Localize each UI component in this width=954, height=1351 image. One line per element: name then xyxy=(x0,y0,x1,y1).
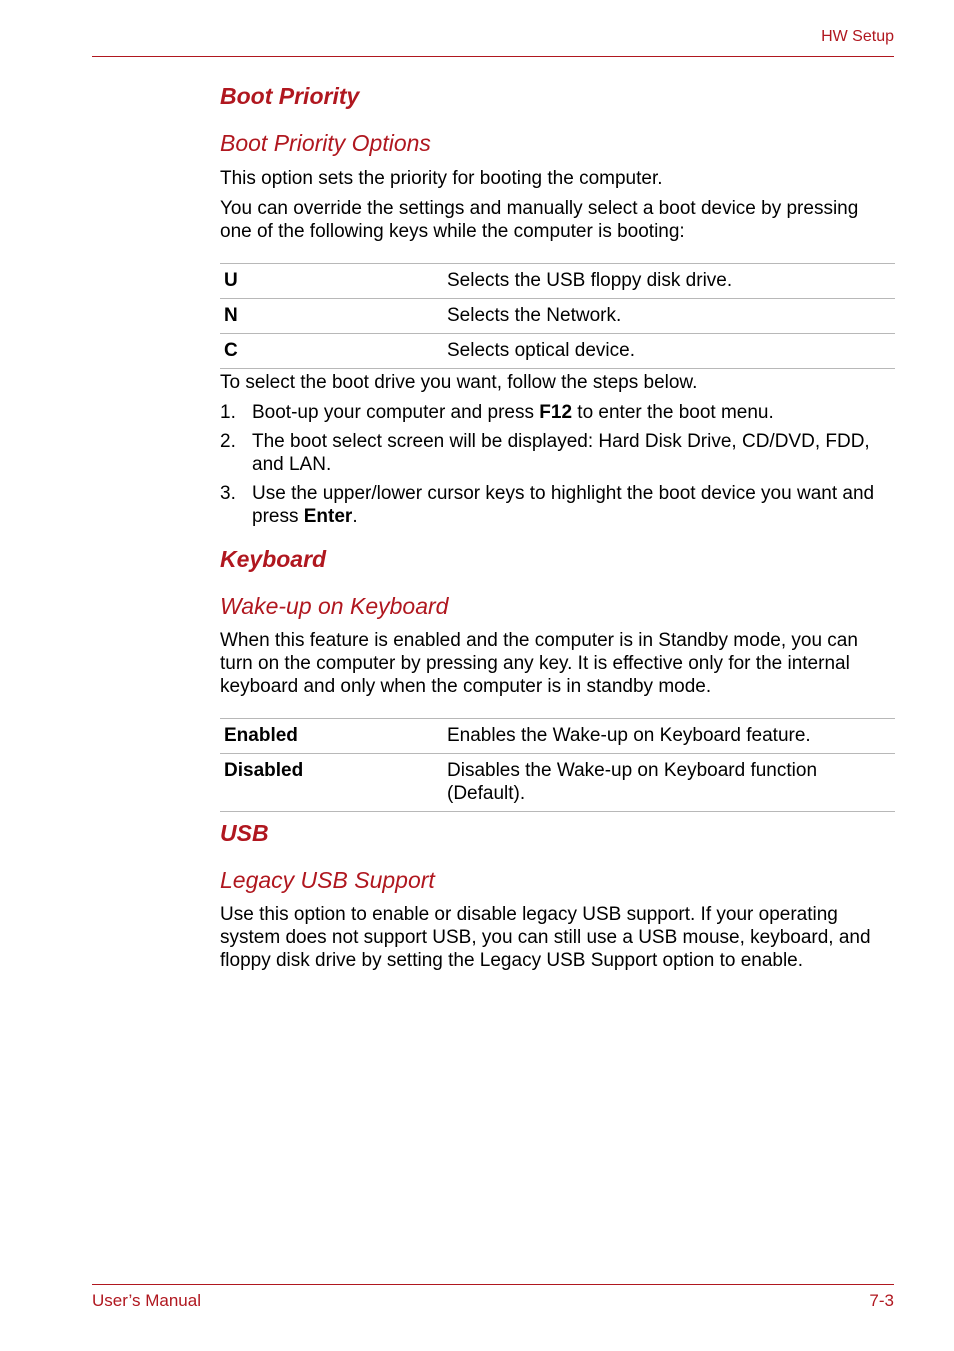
wakeup-keyboard-body: When this feature is enabled and the computer is in Standby mode, you can turn on the computer by pressing any key. It is effective only for the internal keyboard and only when the computer is in standby mode. xyxy=(220,630,858,697)
key-cell: C xyxy=(220,334,443,369)
usb-heading: USB xyxy=(220,820,269,846)
table-row xyxy=(220,334,895,369)
step-text: Boot-up your computer and press F12 to enter the boot menu. xyxy=(252,402,774,423)
wakeup-options-table xyxy=(220,718,895,812)
legacy-usb-heading: Legacy USB Support xyxy=(220,867,435,893)
desc-cell: Disables the Wake-up on Keyboard function (Default). xyxy=(443,754,895,812)
boot-keys-table xyxy=(220,263,895,369)
footer-rule xyxy=(92,1284,894,1285)
boot-priority-intro: This option sets the priority for booting the computer. xyxy=(220,168,663,189)
key-cell: N xyxy=(220,299,443,334)
step-number: 3. xyxy=(220,483,236,504)
footer-manual-title: User’s Manual xyxy=(92,1291,201,1310)
step-number: 2. xyxy=(220,431,236,452)
boot-override-text: You can override the settings and manually select a boot device by pressing one of the following keys while the computer is booting: xyxy=(220,198,859,242)
table-row xyxy=(220,719,895,754)
steps-intro: To select the boot drive you want, follow the steps below. xyxy=(220,372,698,393)
header-rule xyxy=(92,56,894,57)
option-cell: Disabled xyxy=(220,754,443,812)
step-number: 1. xyxy=(220,402,236,423)
page-number: 7-3 xyxy=(869,1291,894,1310)
key-cell: U xyxy=(220,264,443,299)
key-f12: F12 xyxy=(539,402,573,423)
boot-priority-heading: Boot Priority xyxy=(220,83,360,109)
option-cell: Enabled xyxy=(220,719,443,754)
table-row xyxy=(220,299,895,334)
desc-cell: Selects the Network. xyxy=(443,299,895,334)
table-row xyxy=(220,264,895,299)
desc-cell: Selects optical device. xyxy=(443,334,895,369)
desc-cell: Selects the USB floppy disk drive. xyxy=(443,264,895,299)
wakeup-keyboard-heading: Wake-up on Keyboard xyxy=(220,593,449,619)
keyboard-heading: Keyboard xyxy=(220,546,327,572)
key-enter: Enter xyxy=(303,506,353,527)
desc-cell: Enables the Wake-up on Keyboard feature. xyxy=(443,719,895,754)
boot-priority-options-heading: Boot Priority Options xyxy=(220,130,431,156)
step-text: Use the upper/lower cursor keys to highlight the boot device you want and press Enter. xyxy=(252,483,875,527)
table-row xyxy=(220,754,895,812)
legacy-usb-body: Use this option to enable or disable legacy USB support. If your operating system does not support USB, you can still use a USB mouse, keyboard, and floppy disk drive by setting the Legacy USB Support option to enable. xyxy=(220,904,871,971)
step-text: The boot select screen will be displayed: Hard Disk Drive, CD/DVD, FDD, and LAN. xyxy=(252,431,870,475)
running-header: HW Setup xyxy=(821,28,894,45)
